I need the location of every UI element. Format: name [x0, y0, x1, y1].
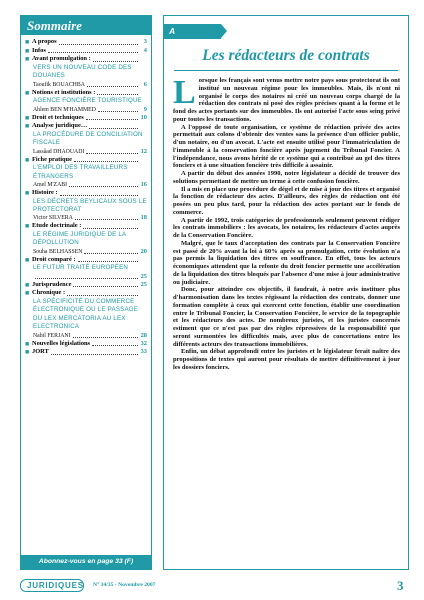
toc-entry-author — [25, 273, 147, 281]
toc-entry-label: Analyse juridique… — [32, 122, 88, 130]
leader-dots — [73, 337, 138, 338]
section-banner: A propos... — [163, 24, 221, 39]
publication-logo: JURIDIQUES — [27, 581, 84, 590]
toc-entry[interactable] — [25, 340, 147, 349]
toc-entry-label: Droit comparé : — [32, 255, 76, 263]
paragraph: A partir de 1992, trois catégories de professionnels seulement peuvent rédiger les contrats immobiliers : les avocats, les notaires, les rédacteurs d'actes auprès de la Conservation Foncière. — [173, 216, 400, 239]
paragraph: Malgré, que le taux d'acceptation des contrats par la Conservation Foncière est passé de 20% avant la loi à 60% après sa promulgation, cette évolution n'a pas permis la liquidation des titres en souffrance. En effet, tous les acteurs économiques attendent que la refonte du droit foncier permette une accélération de la liquidation des titres bloqués par l'absence d'une mise à jour administrative ou judiciaire. — [173, 239, 400, 286]
leader-dots — [75, 219, 138, 220]
leader-dots — [92, 345, 138, 346]
toc-page-number: 10 — [140, 113, 147, 121]
toc-entry-author — [25, 214, 147, 222]
leader-dots — [60, 195, 138, 196]
toc-heading: Sommaire — [21, 16, 151, 35]
toc-entry-label: Histoire : — [32, 189, 58, 196]
toc-entry[interactable] — [25, 55, 147, 64]
paragraph: Il a mis en place une procédure de dégel et de mise à jour des titres et organisé la fonction de rédacteur des actes. D'ailleurs, des règles de rédaction ont été posées un peu plus tard, pour la rédaction des actes portant sur le fonds de commerce. — [173, 185, 400, 216]
leader-dots — [48, 52, 138, 53]
toc-entry[interactable] — [25, 222, 147, 231]
author-name: Souha BELHASSEN — [33, 248, 83, 255]
issue-number: N° 34/35 - Novembre 2007 — [93, 582, 156, 588]
banner-arrow-icon — [221, 24, 227, 38]
editorial-article — [163, 15, 409, 570]
toc-entry[interactable] — [25, 289, 147, 298]
toc-entry-subtitle: LE RÉGIME JURIDIQUE DE LA DÉPOLLUTION — [33, 231, 127, 247]
leader-dots — [35, 278, 138, 279]
leader-dots — [93, 61, 138, 62]
toc-entry[interactable] — [25, 122, 147, 131]
leader-dots — [84, 253, 138, 254]
toc-entry[interactable] — [25, 114, 147, 123]
leader-dots — [89, 128, 138, 129]
leader-dots — [59, 44, 138, 45]
bullet-icon: ■ — [25, 222, 30, 231]
bullet-icon: ■ — [25, 348, 30, 357]
leader-dots — [98, 111, 138, 112]
toc-page-number: 25 — [140, 272, 147, 280]
drop-cap: L — [173, 74, 196, 111]
toc-entry-label: Fiche pratique — [32, 155, 72, 163]
toc-page-number: 6 — [143, 80, 147, 88]
toc-entry-author — [25, 248, 147, 256]
bullet-icon: ■ — [25, 122, 30, 131]
toc-entry-author — [25, 181, 147, 189]
toc-entry-subtitle: LES DÉCRETS BEYLICAUX SOUS LE PROTECTORAT — [33, 197, 147, 213]
toc-page-number: 32 — [140, 339, 147, 347]
toc-entry[interactable] — [25, 348, 147, 357]
page-number: 3 — [397, 578, 404, 593]
leader-dots — [51, 354, 138, 355]
toc-entry[interactable] — [25, 89, 147, 98]
bullet-icon: ■ — [25, 289, 30, 298]
toc-page-number: 28 — [140, 331, 147, 339]
toc-page-number: 18 — [140, 214, 147, 222]
toc-entry-subtitle: VERS UN NOUVEAU CODE DES DOUANES — [33, 63, 132, 80]
toc-entry-label: JORT — [32, 348, 49, 356]
paragraph: A l'opposé de toute organisation, ce système de rédaction privée des actes permettait aux colons d'obtenir des ventes sans la présence d'un officier public, d'un notaire, ou d'un avocat. L'acte est ensuite utilisé pour l'immatriculation de l'immeuble à la conservation foncière après jugement du Tribunal Foncier. A l'indépendance, nous avons hérité de ce système qui a contribué au gel des titres fonciers et à une situation foncière très difficile à assainir. — [173, 123, 400, 170]
toc-entry-author — [25, 81, 147, 89]
article-title: Les rédacteurs de contrats — [202, 47, 370, 64]
toc-entry-subtitle: LE FUTUR TRAITÉ EUROPÉEN — [33, 264, 129, 272]
toc-page-number: 9 — [143, 105, 147, 113]
leader-dots — [97, 94, 138, 95]
author-name: Ahlem BEN M'HAMMED — [33, 106, 96, 113]
toc-entry-subtitle: L'EMPLOI DES TRAVAILLEURS ÉTRANGERS — [33, 164, 128, 180]
leader-dots — [73, 286, 138, 287]
toc-entry-label: A propos — [32, 38, 57, 45]
title-divider — [174, 70, 398, 71]
leader-dots — [87, 86, 138, 87]
toc-entry-subtitle: LA SPÉCIFICITÉ DU COMMERCE ÉLECTRONIQUE OU LE PASSAGE DU LEX MERCATORIA AU LEX ELECTRONICA — [33, 298, 139, 331]
toc-entry-author — [25, 106, 147, 114]
leader-dots — [78, 261, 138, 262]
paragraph: A partir du début des années 1990, notre législateur a décidé de trouver des solutions permettant de mettre un terme à cette confusion foncière. — [173, 170, 400, 185]
table-of-contents — [20, 15, 152, 570]
leader-dots — [86, 119, 138, 120]
toc-entry-author — [25, 148, 147, 156]
toc-entry-label: Infos — [32, 46, 46, 54]
toc-entry[interactable] — [25, 156, 147, 165]
toc-entry[interactable] — [25, 256, 147, 265]
toc-entry-label: Droit et techniques — [32, 113, 84, 121]
bullet-icon: ■ — [25, 255, 30, 264]
leader-dots — [67, 295, 138, 296]
bullet-icon: ■ — [25, 189, 30, 197]
toc-page-number: 16 — [140, 181, 147, 188]
toc-entry-label: Nouvelles législations — [32, 339, 91, 347]
toc-page-number: 4 — [143, 46, 147, 54]
bullet-icon: ■ — [25, 339, 30, 348]
bullet-icon: ■ — [25, 38, 30, 46]
toc-page-number: 12 — [140, 147, 147, 155]
paragraph: orsque les français sont venus mettre notre pays sous protectorat ils ont institué un nouveau régime pour les immeubles. Mais, ils n'ont ni organisé le corps des notaires ni créé un nouveau corps chargé de la rédaction des contrats ni posé des règles précises quant à la forme et le fond des actes portants sur des immeubles. Ils ont autorisé l'acte sous seing privé pour toutes les transactions. — [173, 77, 400, 123]
toc-entry-label: Etude doctrinale : — [32, 222, 82, 230]
author-name: Taoufik BOUACHBA — [33, 81, 85, 88]
paragraph: Enfin, un débat approfondi entre les juristes et le législateur ferait naître des propositions de textes qui auront pour résultats de mettre définitivement à jour les dossiers fonciers. — [173, 348, 400, 371]
toc-entry-author — [25, 332, 147, 340]
toc-page-number: 20 — [140, 247, 147, 255]
toc-entry[interactable] — [25, 189, 147, 198]
toc-entry-label: Avant promulgation : — [32, 55, 91, 63]
author-name: Victor SILVERA — [33, 215, 73, 222]
bullet-icon: ■ — [25, 46, 30, 55]
toc-entry[interactable] — [25, 47, 147, 56]
toc-entry-label: Jurisprudence — [32, 280, 72, 288]
toc-page-number: 33 — [140, 348, 147, 356]
bullet-icon: ■ — [25, 155, 30, 164]
bullet-icon: ■ — [25, 88, 30, 97]
toc-entry[interactable] — [25, 281, 147, 290]
leader-dots — [83, 228, 138, 229]
author-name: Lassâad DHAOUADI — [33, 148, 85, 155]
author-name: Nabil FERJANI — [33, 332, 71, 339]
author-name: Amel M'ZABI — [33, 182, 68, 188]
page-footer — [0, 578, 424, 596]
toc-entry-subtitle: LA PROCÉDURE DE CONCILIATION FISCALE — [33, 130, 143, 147]
toc-entry-label: Notions et institutions : — [32, 88, 96, 96]
toc-entry[interactable] — [25, 38, 147, 47]
bullet-icon: ■ — [25, 113, 30, 122]
article-body — [173, 74, 400, 372]
leader-dots — [69, 186, 138, 187]
toc-list — [21, 35, 151, 357]
leader-dots — [86, 153, 138, 154]
subscribe-banner: Abonnez-vous en page 33 (F) — [21, 555, 151, 569]
toc-page-number: 25 — [140, 280, 147, 288]
toc-entry-label: Chronique : — [32, 289, 66, 297]
toc-entry-subtitle: AGENCE FONCIÈRE TOURISTIQUE — [33, 97, 142, 105]
bullet-icon: ■ — [25, 280, 30, 289]
bullet-icon: ■ — [25, 55, 30, 64]
toc-page-number: 3 — [143, 38, 147, 45]
leader-dots — [74, 161, 138, 162]
paragraph: Donc, pour atteindre ces objectifs, il faudrait, à notre avis instituer plus d'harmonisation dans les textes régissant la rédaction des contrats, donner une formation complète à ceux qui exercent cette fonction, établir une coordination entre le Tribunal Foncier, la Conservation Foncière, le service de la topographie et les rédacteurs des actes. De nombreux juristes, et les juristes concernés estiment que ce n'est pas par des règles répressives de la responsabilité que seront surmontées les difficultés mais, avec plus de concertations entre les différents acteurs des transactions immobilières. — [173, 286, 400, 348]
